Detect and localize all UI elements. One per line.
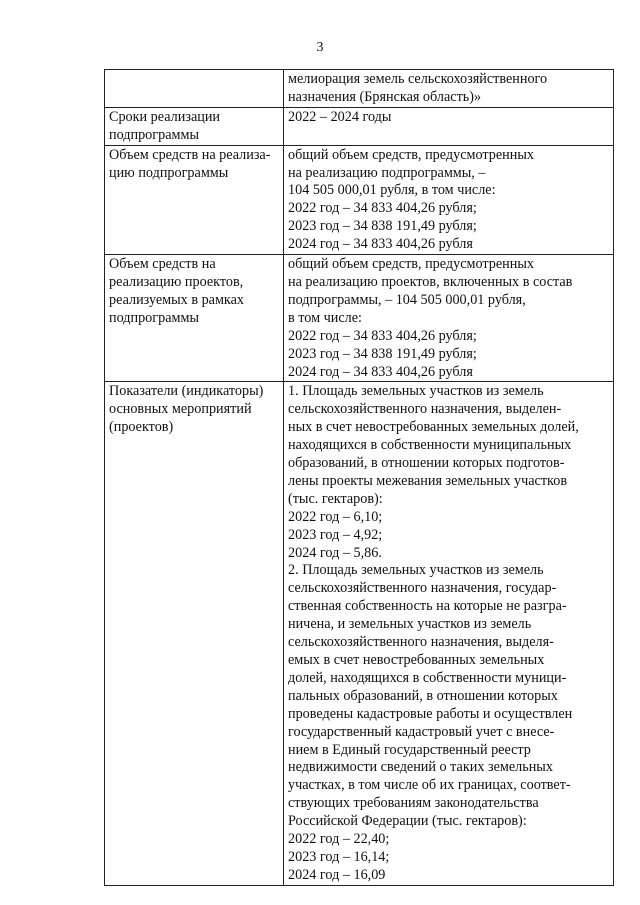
label-line: Объем средств на реализа- [109,146,271,163]
label-line: подпрограммы [109,126,199,143]
label-line: подпрограммы [109,309,199,326]
value-line: 1. Площадь земельных участков из земель [288,383,544,400]
value-line: 104 505 000,01 рубля, в том числе: [288,182,496,199]
label-line: реализацию проектов, [109,273,244,290]
value-line: сельскохозяйственного назначения, государ- [288,580,557,597]
table-row-implementation-period [105,107,614,145]
value-line: 2023 год – 34 838 191,49 рубля; [288,345,477,362]
value-line: ничена, и земельных участков из земель [288,616,532,633]
value-line: 2024 год – 16,09 [288,866,386,883]
page-number: 3 [316,40,324,55]
value-line: на реализацию проектов, включенных в состав [288,273,573,290]
value-line: общий объем средств, предусмотренных [288,146,534,163]
row-value-cell [284,70,614,108]
value-line: образований, в отношении которых подготов- [288,455,565,472]
value-line: 2022 – 2024 годы [288,108,392,125]
value-line: 2024 год – 34 833 404,26 рубля [288,363,473,380]
value-line: 2023 год – 34 838 191,49 рубля; [288,218,477,235]
value-line: долей, находящихся в собственности муници- [288,669,567,686]
table-row-projects-funding [105,255,614,382]
table-row-title-continuation [105,70,614,108]
label-line: Сроки реализации [109,108,221,125]
table-row-indicators [105,382,614,885]
value-line: сельскохозяйственного назначения, выделя- [288,634,554,651]
row-label-cell [105,70,284,108]
row-value-cell [284,382,614,885]
row-label-cell [105,107,284,145]
value-line: 2024 год – 5,86. [288,544,382,561]
row-label-cell [105,255,284,382]
value-line: (тыс. гектаров): [288,490,383,507]
label-line: реализуемых в рамках [109,291,245,308]
value-line: ных в счет невостребованных земельных долей, [288,419,579,436]
value-line: мелиорация земель сельскохозяйственного [288,71,548,87]
value-line: государственный кадастровый учет с внесе- [288,723,555,740]
value-line: емых в счет невостребованных земельных [288,652,545,668]
value-line: находящихся в собственности муниципальных [288,437,572,454]
row-value-cell [284,145,614,254]
value-line: 2. Площадь земельных участков из земель [288,562,544,579]
value-line: лены проекты межевания земельных участков [288,472,568,489]
value-line: нием в Единый государственный реестр [288,741,531,758]
value-line: 2023 год – 4,92; [288,526,383,543]
value-line: пальных образований, в отношении которых [288,687,558,704]
label-line: основных мероприятий [109,401,252,418]
value-line: общий объем средств, предусмотренных [288,256,534,273]
value-line: проведены кадастровые работы и осуществлен [288,705,573,722]
value-line: участках, в том числе об их границах, соответ- [288,777,571,794]
label-line: Показатели (индикаторы) [109,383,264,400]
value-line: 2024 год – 34 833 404,26 рубля [288,236,473,253]
value-line: назначения (Брянская область)» [288,88,482,105]
label-line: Объем средств на [109,256,216,273]
row-value-cell [284,107,614,145]
value-line: подпрограммы, – 104 505 000,01 рубля, [288,291,526,308]
value-line: 2022 год – 34 833 404,26 рубля; [288,327,477,344]
table-row-subprogram-funding [105,145,614,254]
subprogram-passport-table [104,69,614,886]
value-line: 2022 год – 34 833 404,26 рубля; [288,200,477,217]
value-line: 2022 год – 6,10; [288,508,383,525]
value-line: на реализацию подпрограммы, – [288,164,486,181]
label-line: цию подпрограммы [109,164,229,181]
value-line: ственная собственность на которые не разгра- [288,598,567,615]
value-line: в том числе: [288,309,362,326]
value-line: 2023 год – 16,14; [288,848,390,865]
label-line: (проектов) [109,419,174,436]
row-label-cell [105,145,284,254]
value-line: сельскохозяйственного назначения, выделен- [288,401,562,418]
value-line: 2022 год – 22,40; [288,831,390,848]
value-line: ствующих требованиям законодательства [288,795,539,812]
value-line: недвижимости сведений о таких земельных [288,759,553,776]
value-line: Российской Федерации (тыс. гектаров): [288,813,527,830]
row-label-cell [105,382,284,885]
row-value-cell [284,255,614,382]
